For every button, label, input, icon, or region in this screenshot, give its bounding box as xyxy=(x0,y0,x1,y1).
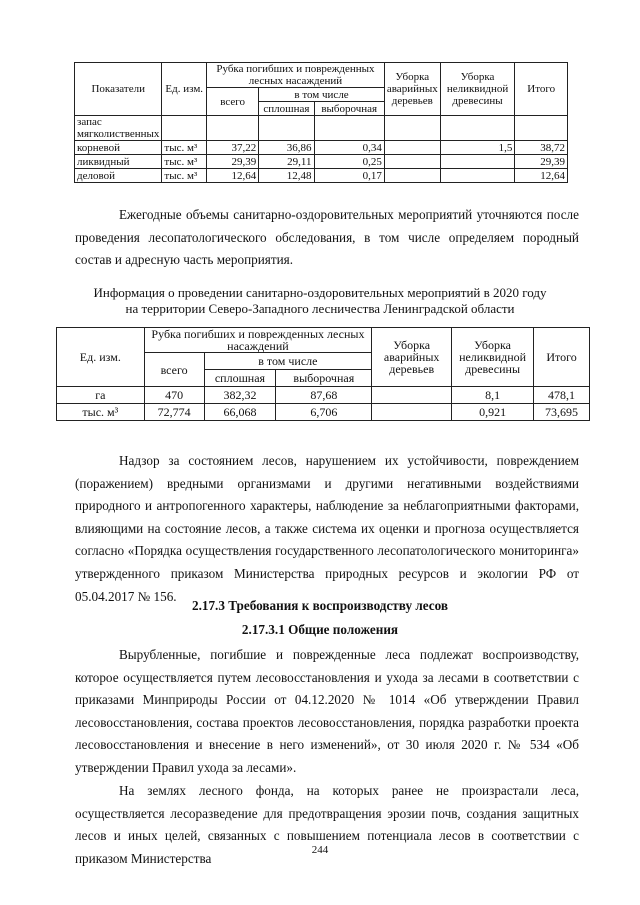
page-number: 244 xyxy=(311,844,329,856)
table2-caption-line2: на территории Северо-Западного лесничества Ленинградской области xyxy=(125,301,515,316)
row-total: 470 xyxy=(144,387,204,404)
header-indicator: Показатели xyxy=(75,63,162,116)
header-felling: Рубка погибших и поврежденных лесных насаждений xyxy=(144,328,372,353)
table-row xyxy=(75,116,568,141)
row-clear: 29,11 xyxy=(259,155,314,169)
row-total: 37,22 xyxy=(207,141,259,155)
subsection-heading: 2.17.3.1 Общие положения xyxy=(241,622,399,637)
row-illiquid: 0,921 xyxy=(452,404,534,421)
header-clear: сплошная xyxy=(204,370,276,387)
row-clear: 36,86 xyxy=(259,141,314,155)
paragraph-afforestation: На землях лесного фонда, на которых ранее не произрастали леса, осуществляется лесоразведение для предотвращения эрозии почв, создания защитных лесов и иных целей, связанных с повышением потенциала лесов в соответствии с приказом Министерства xyxy=(75,783,579,866)
row-clear: 12,48 xyxy=(259,169,314,183)
header-clean-illiquid: Уборка неликвидной древесины xyxy=(440,63,515,116)
row-name: запас мягколиственных xyxy=(75,116,162,141)
paragraph-annual-volumes: Ежегодные объемы санитарно-оздоровительных мероприятий уточняются после проведения лесопатологического обследования, в том числе определяем породный состав и адресную часть мероприятия. xyxy=(75,207,579,268)
row-total xyxy=(207,116,259,141)
row-illiquid xyxy=(440,155,515,169)
header-including: в том числе xyxy=(204,353,372,370)
row-selective: 0,34 xyxy=(314,141,384,155)
row-unit: тыс. м³ xyxy=(162,169,207,183)
header-clean-emergency: Уборка аварийных деревьев xyxy=(372,328,452,387)
row-clear: 382,32 xyxy=(204,387,276,404)
row-unit: тыс. м³ xyxy=(162,141,207,155)
paragraph-reforestation: Вырубленные, погибшие и поврежденные леса подлежат воспроизводству, которое осуществляется путем лесовосстановления и ухода за лесами в соответствии с приказами Минприроды России от 04.12.2020 № 1014 «Об утверждении Правил лесовосстановления, состава проектов лесовосстановления, порядка разработки проекта лесовосстановления и внесение в него изменений», от 30 июля 2020 г. № 534 «Об утверждении Правил ухода за лесами». xyxy=(75,647,579,775)
row-selective: 6,706 xyxy=(276,404,372,421)
row-emergency xyxy=(384,141,440,155)
header-felling: Рубка погибших и поврежденных лесных насаждений xyxy=(207,63,385,88)
header-selective: выборочная xyxy=(314,102,384,116)
table-row xyxy=(75,155,568,169)
header-total: Итого xyxy=(534,328,590,387)
row-illiquid xyxy=(440,116,515,141)
table-row xyxy=(75,141,568,155)
header-clear: сплошная xyxy=(259,102,314,116)
row-sum: 73,695 xyxy=(534,404,590,421)
table-sanitary-measures-2020 xyxy=(56,327,590,421)
table-row xyxy=(57,387,590,404)
header-selective: выборочная xyxy=(276,370,372,387)
row-illiquid xyxy=(440,169,515,183)
row-sum: 38,72 xyxy=(515,141,568,155)
header-total: Итого xyxy=(515,63,568,116)
table2-caption-line1: Информация о проведении санитарно-оздоровительных мероприятий в 2020 году xyxy=(93,285,547,300)
table-felling-volume xyxy=(74,62,568,183)
header-clean-emergency: Уборка аварийных деревьев xyxy=(384,63,440,116)
header-unit: Ед. изм. xyxy=(162,63,207,116)
row-selective: 0,25 xyxy=(314,155,384,169)
row-selective: 87,68 xyxy=(276,387,372,404)
header-including: в том числе xyxy=(259,88,385,102)
row-sum: 12,64 xyxy=(515,169,568,183)
row-emergency xyxy=(372,387,452,404)
row-total: 29,39 xyxy=(207,155,259,169)
section-heading: 2.17.3 Требования к воспроизводству лесов xyxy=(191,598,449,613)
row-selective: 0,17 xyxy=(314,169,384,183)
row-illiquid: 1,5 xyxy=(440,141,515,155)
row-sum: 29,39 xyxy=(515,155,568,169)
row-emergency xyxy=(384,155,440,169)
row-unit: тыс. м³ xyxy=(162,155,207,169)
row-sum: 478,1 xyxy=(534,387,590,404)
row-name: корневой xyxy=(75,141,162,155)
row-sum xyxy=(515,116,568,141)
paragraph-forest-monitoring: Надзор за состоянием лесов, нарушением их устойчивости, повреждением (поражением) вредными организмами и другими негативными воздействиями природного и антропогенного характеры, наблюдение за неблагоприятными факторами, влияющими на состояние лесов, а также система их оценки и прогноза осуществляется согласно «Порядка осуществления государственного лесопатологического мониторинга» утвержденного приказом Министерства природных ресурсов и экологии РФ от 05.04.2017 № 156. xyxy=(75,453,579,604)
row-name: ликвидный xyxy=(75,155,162,169)
row-clear xyxy=(259,116,314,141)
row-total: 12,64 xyxy=(207,169,259,183)
table-row xyxy=(57,404,590,421)
table-row xyxy=(75,169,568,183)
row-illiquid: 8,1 xyxy=(452,387,534,404)
row-emergency xyxy=(372,404,452,421)
header-clean-illiquid: Уборка неликвидной древесины xyxy=(452,328,534,387)
row-unit xyxy=(162,116,207,141)
row-unit: га xyxy=(57,387,145,404)
row-emergency xyxy=(384,116,440,141)
row-total: 72,774 xyxy=(144,404,204,421)
row-clear: 66,068 xyxy=(204,404,276,421)
header-total-all: всего xyxy=(207,88,259,116)
header-total-all: всего xyxy=(144,353,204,387)
row-unit: тыс. м³ xyxy=(57,404,145,421)
header-unit: Ед. изм. xyxy=(57,328,145,387)
row-emergency xyxy=(384,169,440,183)
row-selective xyxy=(314,116,384,141)
row-name: деловой xyxy=(75,169,162,183)
